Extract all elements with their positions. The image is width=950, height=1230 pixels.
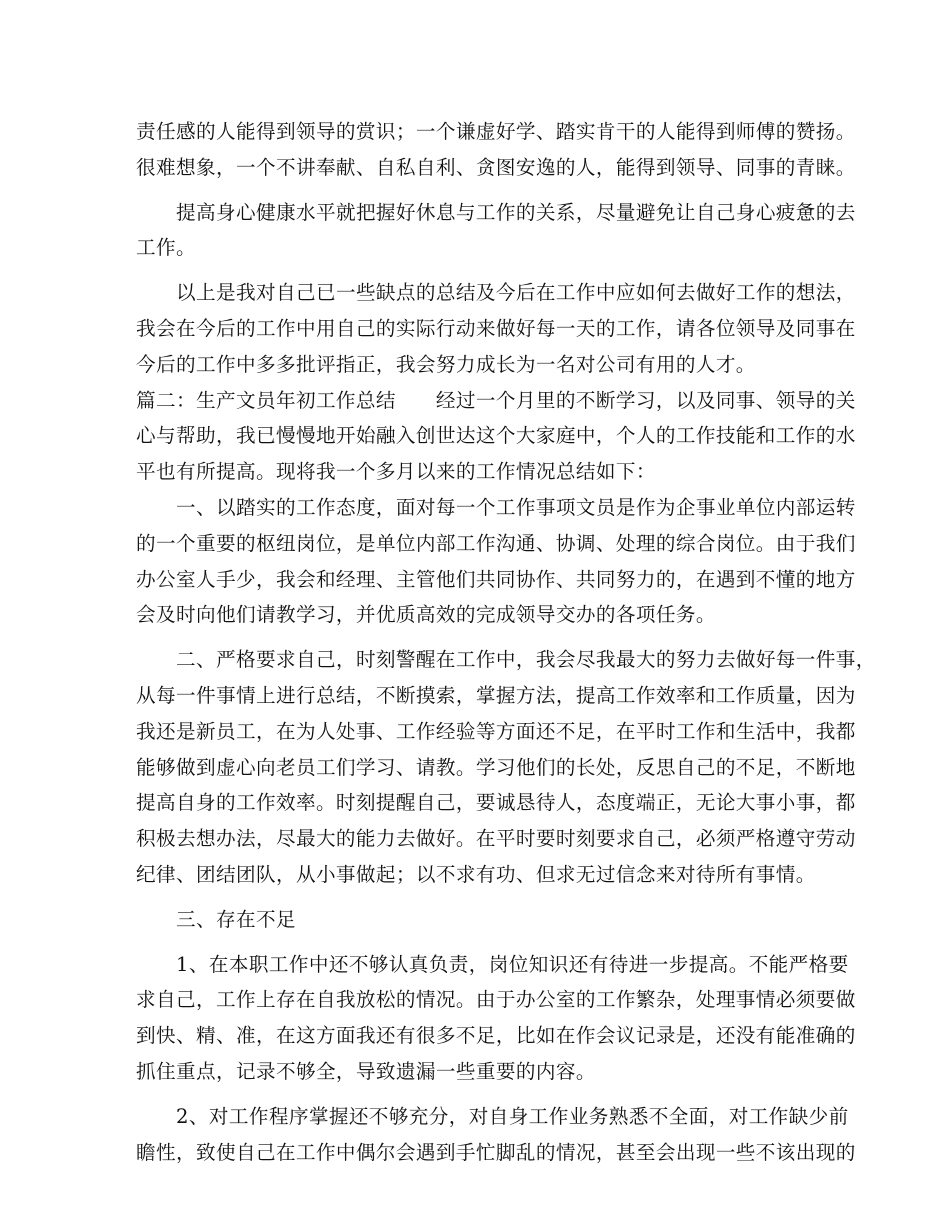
text-line-5: 以上是我对自己已一些缺点的总结及今后在工作中应如何去做好工作的想法，: [176, 281, 856, 305]
text-line-28: 瞻性，致使自己在工作中偶尔会遇到手忙脚乱的情况，甚至会出现一些不该出现的: [136, 1140, 856, 1164]
text-line-19: 提高自身的工作效率。时刻提醒自己，要诚恳待人，态度端正，无论大事小事，都: [136, 791, 856, 815]
text-line-24: 求自己，工作上存在自我放松的情况。由于办公室的工作繁杂，处理事情必须要做: [136, 988, 856, 1012]
text-line-8: 篇二：生产文员年初工作总结 经过一个月里的不断学习，以及同事、领导的关: [136, 388, 856, 412]
text-line-20: 积极去想办法，尽最大的能力去做好。在平时要时刻要求自己，必须严格遵守劳动: [136, 827, 856, 851]
text-line-18: 能够做到虚心向老员工们学习、请教。学习他们的长处，反思自己的不足，不断地: [136, 755, 856, 779]
text-line-6: 我会在今后的工作中用自己的实际行动来做好每一天的工作，请各位领导及同事在: [136, 316, 856, 340]
text-line-10: 平也有所提高。现将我一个多月以来的工作情况总结如下：: [136, 460, 656, 484]
text-line-23: 1、在本职工作中还不够认真负责，岗位知识还有待进一步提高。不能严格要: [176, 952, 849, 976]
text-line-25: 到快、精、准，在这方面我还有很多不足，比如在作会议记录是，还没有能准确的: [136, 1024, 856, 1048]
text-line-1: 责任感的人能得到领导的赏识；一个谦虚好学、踏实肯干的人能得到师傅的赞扬。: [136, 120, 856, 143]
text-line-22: 三、存在不足: [176, 907, 296, 931]
text-line-4: 工作。: [136, 236, 196, 260]
text-line-13: 办公室人手少，我会和经理、主管他们共同协作、共同努力的，在遇到不懂的地方: [136, 567, 856, 591]
text-line-14: 会及时向他们请教学习，并优质高效的完成领导交办的各项任务。: [136, 603, 716, 627]
text-line-2: 很难想象，一个不讲奉献、自私自利、贪图安逸的人，能得到领导、同事的青睐。: [136, 155, 856, 179]
text-line-15: 二、严格要求自己，时刻警醒在工作中，我会尽我最大的努力去做好每一件事，: [176, 648, 876, 672]
text-line-9: 心与帮助，我已慢慢地开始融入创世达这个大家庭中，个人的工作技能和工作的水: [136, 424, 856, 448]
text-line-16: 从每一件事情上进行总结，不断摸索，掌握方法，提高工作效率和工作质量，因为: [136, 683, 856, 707]
text-line-12: 的一个重要的枢纽岗位，是单位内部工作沟通、协调、处理的综合岗位。由于我们: [136, 531, 856, 555]
text-line-7: 今后的工作中多多批评指正，我会努力成长为一名对公司有用的人才。: [136, 352, 756, 376]
text-line-21: 纪律、团结团队，从小事做起；以不求有功、但求无过信念来对待所有事情。: [136, 862, 816, 886]
text-line-26: 抓住重点，记录不够全，导致遗漏一些重要的内容。: [136, 1059, 596, 1083]
text-line-11: 一、以踏实的工作态度，面对每一个工作事项文员是作为企事业单位内部运转: [176, 495, 856, 519]
text-line-27: 2、对工作程序掌握还不够充分，对自身工作业务熟悉不全面，对工作缺少前: [176, 1104, 849, 1128]
text-line-17: 我还是新员工，在为人处事、工作经验等方面还不足，在平时工作和生活中，我都: [136, 719, 856, 743]
text-line-3: 提高身心健康水平就把握好休息与工作的关系，尽量避免让自己身心疲惫的去: [176, 200, 856, 224]
